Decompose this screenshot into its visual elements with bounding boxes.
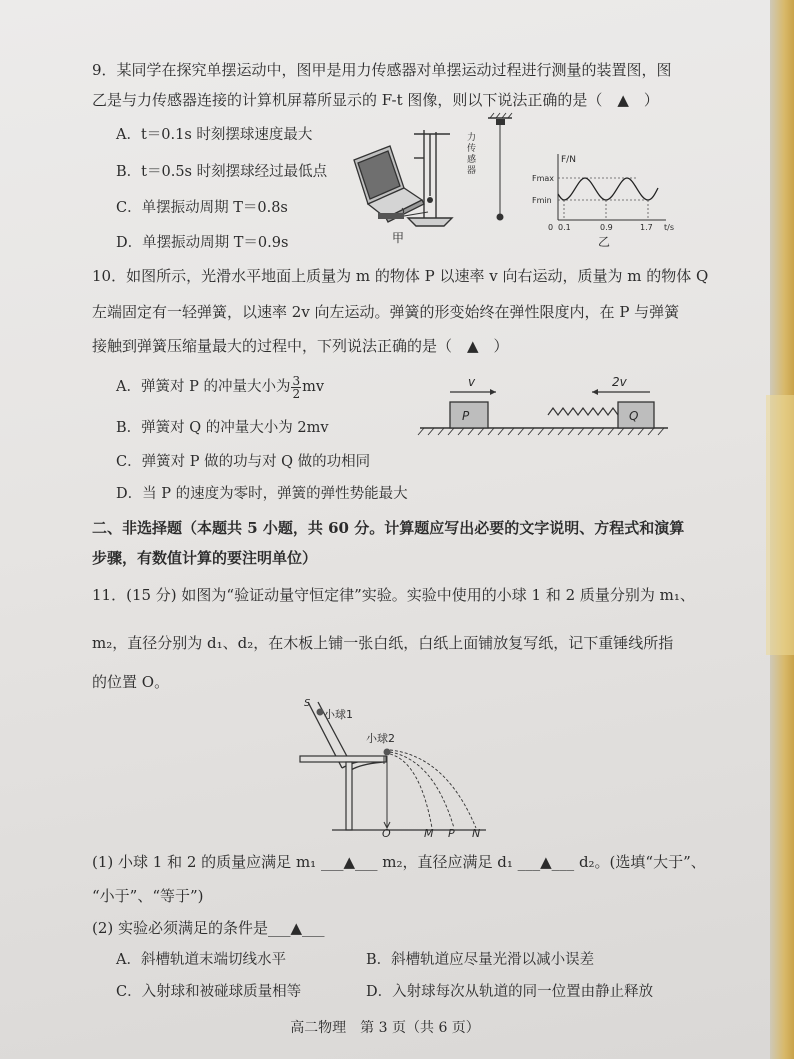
graph-origin: 0 (548, 223, 554, 232)
fraction-numerator: 3 (292, 373, 301, 388)
q11-stem-line1: 11．(15 分) 如图为“验证动量守恒定律”实验。实验中使用的小球 1 和 2 质量分别为 m₁、 (92, 586, 695, 604)
q10-option-d: D．当 P 的速度为零时，弹簧的弹性势能最大 (116, 486, 408, 502)
q10-option-a-suffix: mv (302, 379, 325, 395)
point-n-label: N (472, 827, 481, 840)
q10-option-b: B．弹簧对 Q 的冲量大小为 2mv (116, 420, 329, 436)
block-q-label: Q (629, 409, 639, 423)
sensor-block (496, 119, 505, 125)
q9-stem-line1: 9．某同学在探究单摆运动中，图甲是用力传感器对单摆运动过程进行测量的装置图，图 (92, 61, 672, 79)
point-p-label: P (448, 827, 455, 840)
label-yi: 乙 (598, 235, 611, 249)
graph-x-label: t/s (664, 223, 674, 232)
q9-ft-graph (528, 150, 678, 248)
q11-option-c: C．入射球和被碰球质量相等 (116, 984, 302, 1000)
q9-sensor-pendulum (458, 112, 528, 232)
q11-stem-line2: m₂，直径分别为 d₁、d₂，在木板上铺一张白纸，白纸上面铺放复写纸，记下重锤线所指 (92, 634, 674, 652)
q10-figure (416, 370, 676, 440)
graph-fmin-label: Fmin (532, 196, 552, 205)
point-m-label: M (424, 827, 434, 840)
graph-y-label: F/N (561, 155, 576, 165)
q10-option-a-prefix: A．弹簧对 P 的冲量大小为 (116, 379, 291, 395)
graph-tick-1.7: 1.7 (640, 223, 653, 232)
q9-stem-line2: 乙是与力传感器连接的计算机屏幕所显示的 F-t 图像，则以下说法正确的是（ ▲ ） (92, 91, 659, 109)
q11-stem-line3: 的位置 O。 (92, 673, 170, 691)
table-top (300, 756, 386, 762)
table-leg (346, 762, 352, 830)
trajectory-m (390, 754, 432, 828)
q9-option-c: C．单摆振动周期 T＝0.8s (116, 200, 288, 216)
section2-heading-line1: 二、非选择题（本题共 5 小题，共 60 分。计算题应写出必要的文字说明、方程式和演算 (92, 519, 685, 537)
laptop-illustration (354, 146, 424, 222)
q10-stem-line2: 左端固定有一轻弹簧，以速率 2v 向左运动。弹簧的形变始终在弹性限度内，在 P 与弹簧 (92, 303, 680, 321)
ball-2 (384, 749, 391, 756)
q11-sub1-line2: “小于”、“等于”) (92, 887, 204, 905)
tape-strip (766, 395, 794, 655)
q9-option-d: D．单摆振动周期 T＝0.9s (116, 235, 289, 251)
q10-option-a (116, 370, 324, 404)
ground-hatch (418, 428, 664, 435)
point-s-label: S (304, 698, 311, 709)
arrow-v-label: v (468, 375, 476, 389)
q10-stem-line3: 接触到弹簧压缩量最大的过程中，下列说法正确的是（ ▲ ） (92, 337, 509, 355)
trajectory-n (390, 750, 476, 828)
q9-option-a: A．t＝0.1s 时刻摆球速度最大 (116, 127, 313, 143)
force-curve (558, 178, 658, 200)
pendulum-bob-jia (427, 197, 433, 203)
q11-sub2: (2) 实验必须满足的条件是___▲___ (92, 919, 325, 937)
ball-2-label: 小球2 (366, 732, 395, 745)
q9-option-b: B．t＝0.5s 时刻摆球经过最低点 (116, 164, 328, 180)
ball-1 (317, 709, 324, 716)
page-footer: 高二物理 第 3 页（共 6 页） (290, 1020, 480, 1036)
arrow-v-head (490, 389, 496, 395)
q10-stem-line1: 10．如图所示，光滑水平地面上质量为 m 的物体 P 以速率 v 向右运动，质量为 m 的物体 Q (92, 267, 709, 285)
q11-figure (296, 698, 496, 838)
fraction-denominator: 2 (292, 386, 301, 401)
iron-stand (408, 130, 452, 226)
q11-option-d: D．入射球每次从轨道的同一位置由静止释放 (366, 984, 654, 1000)
data-logger (378, 213, 404, 219)
arrow-2v-label: 2v (612, 375, 627, 389)
sensor-label: 力传感器 (467, 133, 477, 176)
arrow-2v-head (592, 389, 598, 395)
ball-1-label: 小球1 (324, 708, 353, 721)
graph-tick-0.1: 0.1 (558, 223, 571, 232)
q11-option-a: A．斜槽轨道末端切线水平 (116, 952, 286, 968)
graph-fmax-label: Fmax (532, 174, 555, 183)
q11-option-b: B．斜槽轨道应尽量光滑以减小误差 (366, 952, 595, 968)
block-p-label: P (462, 409, 470, 423)
graph-tick-0.9: 0.9 (600, 223, 613, 232)
pendulum-bob (497, 214, 504, 221)
point-o-label: O (382, 827, 391, 840)
spring (548, 408, 618, 415)
section2-heading-line2: 步骤，有数值计算的要注明单位） (92, 549, 318, 567)
fraction-three-halves (291, 375, 301, 400)
label-jia: 甲 (392, 231, 405, 245)
q10-option-c: C．弹簧对 P 做的功与对 Q 做的功相同 (116, 454, 371, 470)
q11-sub1-line1: (1) 小球 1 和 2 的质量应满足 m₁ ___▲___ m₂，直径应满足 d₁ ___▲___ d₂。(选填“大于”、 (92, 853, 706, 871)
